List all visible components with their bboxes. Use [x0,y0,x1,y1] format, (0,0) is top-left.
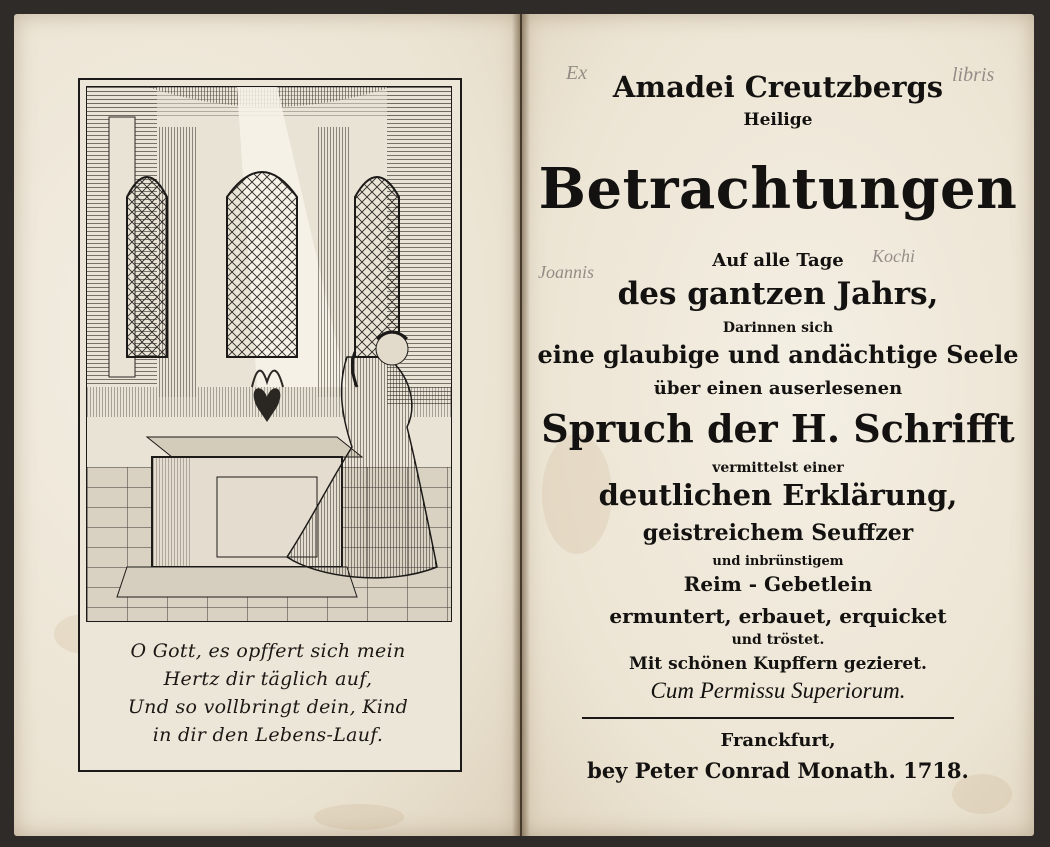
title-line: Auf alle Tage [712,250,844,271]
title-line: eine glaubige und andächtige Seele [537,340,1019,369]
heilige-line: Heilige [743,110,813,130]
inscription-line: Und so vollbringt dein, Kind [127,696,409,718]
title-line: des gantzen Jahrs, [617,276,939,312]
permissu-line: Cum Permissu Superiorum. [650,678,906,703]
frontispiece-plate [78,78,462,772]
manuscript-note: Joannis [538,262,594,282]
engraving [86,86,452,622]
title-line: Mit schönen Kupffern gezieret. [629,654,927,674]
title-line: Spruch der H. Schrifft [541,406,1015,451]
title-line: über einen auserlesenen [653,378,903,399]
manuscript-note: libris [952,64,995,86]
inscription-line: O Gott, es opffert sich mein [130,640,406,662]
main-title: Betrachtungen [538,156,1018,222]
title-line: und inbrünstigem [712,554,844,569]
title-line: und tröstet. [731,632,825,648]
title-line: deutlichen Erklärung, [598,478,958,512]
title-line: Darinnen sich [722,320,834,336]
inscription-line: in dir den Lebens-Lauf. [152,724,384,746]
imprint-place: Franckfurt, [720,730,836,751]
title-line: vermittelst einer [712,460,844,476]
manuscript-note: Ex [566,62,588,84]
title-rule [582,717,954,719]
frontispiece-inscription [86,632,450,758]
title-line: geistreichem Seuffzer [642,520,914,546]
title-line: Reim - Gebetlein [683,572,873,596]
inscription-line: Hertz dir täglich auf, [163,668,373,690]
title-page-text [522,14,1034,836]
manuscript-note: Kochi [872,246,915,266]
title-line: ermuntert, erbauet, erquicket [609,604,947,628]
imprint-publisher: bey Peter Conrad Monath. 1718. [587,758,969,783]
author-line: Amadei Creutzbergs [612,70,944,104]
